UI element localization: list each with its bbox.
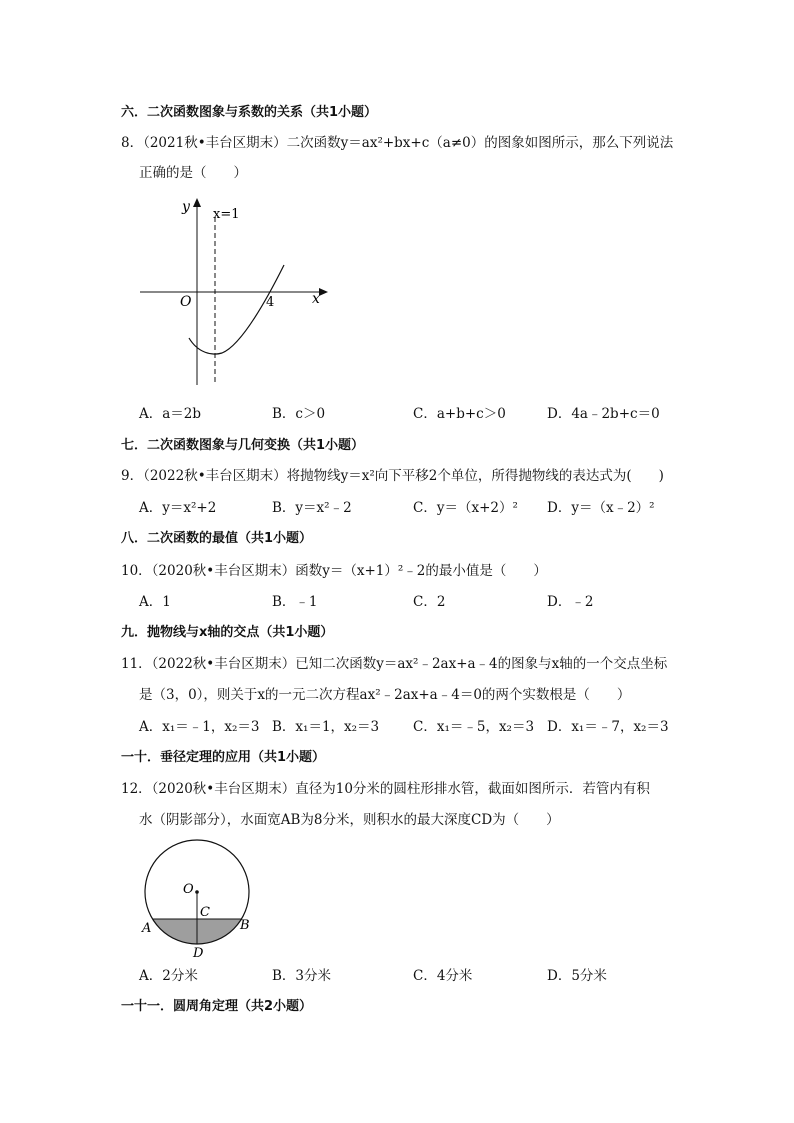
- q8-option-b[interactable]: B．c＞0: [272, 406, 326, 422]
- q10-option-b[interactable]: B．﹣1: [272, 594, 318, 610]
- question-8-line2: 正确的是（ ）: [139, 165, 247, 181]
- q9-option-c[interactable]: C．y＝（x+2）²: [413, 500, 518, 516]
- q10-option-c[interactable]: C．2: [413, 594, 446, 610]
- question-12-line1: 12．（2020秋•丰台区期末）直径为10分米的圆柱形排水管，截面如图所示．若管内有积: [121, 781, 650, 797]
- section-heading: 七．二次函数图象与几何变换（共1小题）: [121, 438, 365, 453]
- q12-option-b[interactable]: B．3分米: [272, 968, 332, 984]
- root-label: 4: [266, 295, 275, 310]
- q12-option-d[interactable]: D．5分米: [547, 968, 607, 984]
- label-d: D: [193, 946, 204, 961]
- q11-option-b[interactable]: B．x₁＝1，x₂＝3: [272, 719, 380, 735]
- question-11-line1: 11．（2022秋•丰台区期末）已知二次函数y＝ax²﹣2ax+a﹣4的图象与x轴的一个交点坐标: [121, 656, 668, 672]
- q11-option-d[interactable]: D．x₁＝﹣7，x₂＝3: [547, 719, 669, 735]
- question-11-line2: 是（3，0），则关于x的一元二次方程ax²﹣2ax+a﹣4＝0的两个实数根是（ ）: [139, 687, 631, 703]
- center-point: [195, 890, 199, 894]
- q9-option-d[interactable]: D．y＝（x﹣2）²: [547, 500, 655, 516]
- q8-option-d[interactable]: D．4a﹣2b+c＝0: [547, 406, 660, 422]
- section-heading: 九．抛物线与x轴的交点（共1小题）: [121, 625, 334, 640]
- section-heading: 八．二次函数的最值（共1小题）: [121, 531, 313, 546]
- label-a: A: [142, 921, 152, 936]
- y-axis-label: y: [182, 199, 190, 215]
- section-heading: 一十一．圆周角定理（共2小题）: [121, 999, 313, 1014]
- q11-option-c[interactable]: C．x₁＝﹣5，x₂＝3: [413, 719, 535, 735]
- label-b: B: [240, 918, 250, 933]
- question-12-line2: 水（阴影部分），水面宽AB为8分米，则积水的最大深度CD为（ ）: [139, 812, 560, 828]
- label-o: O: [183, 882, 194, 897]
- q10-option-d[interactable]: D．﹣2: [547, 594, 594, 610]
- question-9-line1: 9．（2022秋•丰台区期末）将抛物线y＝x²向下平移2个单位，所得抛物线的表达式为( ): [121, 468, 664, 484]
- section-heading: 一十．垂径定理的应用（共1小题）: [121, 750, 326, 765]
- origin-label: O: [180, 294, 192, 310]
- x-axis-arrow: [319, 288, 328, 296]
- q9-option-a[interactable]: A．y＝x²+2: [139, 500, 217, 516]
- axis-line-label: x=1: [213, 207, 240, 222]
- q12-option-a[interactable]: A．2分米: [139, 968, 198, 984]
- q8-parabola-graph: [138, 195, 333, 390]
- section-heading: 六．二次函数图象与系数的关系（共1小题）: [121, 105, 378, 120]
- q9-option-b[interactable]: B．y＝x²﹣2: [272, 500, 352, 516]
- q11-option-a[interactable]: A．x₁＝﹣1，x₂＝3: [139, 719, 260, 735]
- label-c: C: [200, 905, 210, 920]
- q8-option-a[interactable]: A．a＝2b: [139, 406, 202, 422]
- q12-pipe-cross-section: [135, 838, 260, 968]
- q10-option-a[interactable]: A．1: [139, 594, 171, 610]
- q12-option-c[interactable]: C．4分米: [413, 968, 473, 984]
- y-axis-arrow: [193, 198, 201, 207]
- question-8-line1: 8．（2021秋•丰台区期末）二次函数y＝ax²+bx+c（a≠0）的图象如图所示，那么下列说法: [121, 135, 674, 151]
- x-axis-label: x: [312, 291, 320, 307]
- q8-option-c[interactable]: C．a+b+c＞0: [413, 406, 506, 422]
- question-10-line1: 10．（2020秋•丰台区期末）函数y＝（x+1）²﹣2的最小值是（ ）: [121, 563, 547, 579]
